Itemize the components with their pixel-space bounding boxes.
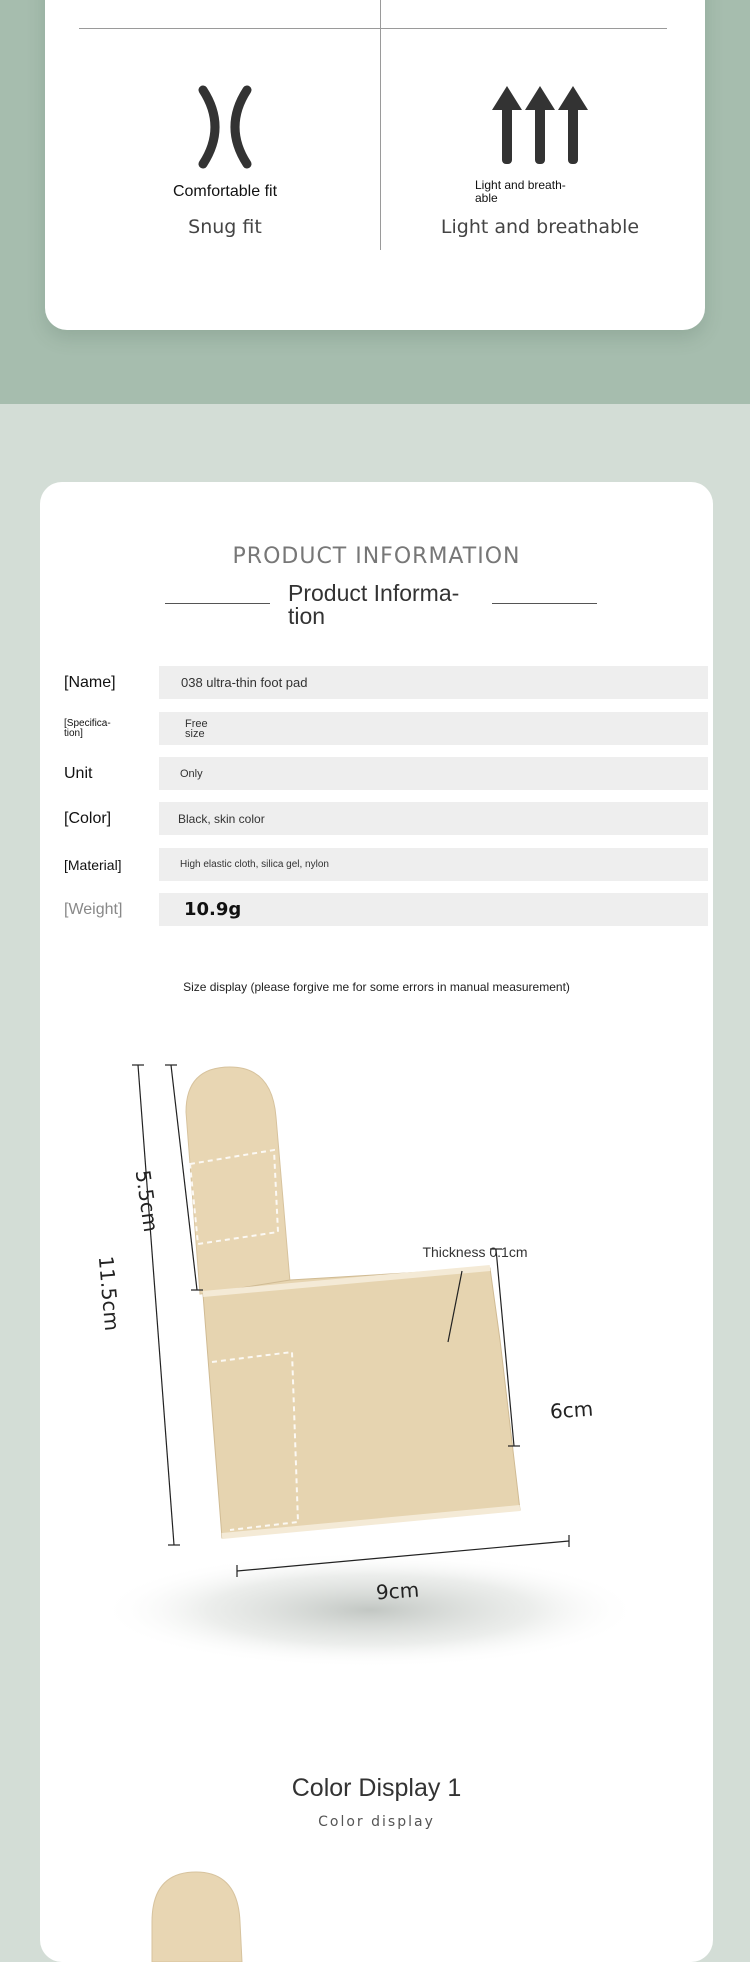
height-label: 6cm: [549, 1396, 594, 1424]
value-line-2: size: [185, 727, 205, 740]
value-line-1: Free: [185, 717, 208, 730]
spec-row-material: [64, 848, 687, 881]
section-subtitle: [288, 582, 478, 628]
feature-caption-large: Snug fit: [188, 216, 262, 238]
size-display-note: Size display (please forgive me for some errors in manual measurement): [183, 980, 570, 994]
color-display-title: Color Display 1: [291, 1774, 462, 1802]
subtitle-line-2: tion: [288, 603, 326, 629]
spec-row-color: [64, 802, 687, 835]
spec-label: [Material]: [64, 856, 122, 873]
thickness-label: Thickness 0.1cm: [422, 1244, 528, 1260]
spec-label: Unit: [64, 764, 93, 782]
spec-label: [64, 712, 132, 745]
spec-value: Only: [159, 757, 708, 790]
spec-label: [Color]: [64, 809, 112, 827]
finger-length-label: 5.5cm: [130, 1168, 164, 1234]
label-line-2: tion]: [64, 727, 83, 739]
product-info-card: [40, 482, 713, 1962]
feature-card: [45, 0, 705, 330]
subtitle-line-1: Product Informa-: [288, 580, 460, 606]
color-display-subtitle: Color display: [318, 1814, 435, 1830]
divider-horizontal: [79, 28, 667, 29]
up-arrows-icon: [390, 82, 690, 172]
spec-value: 038 ultra-thin foot pad: [159, 666, 708, 699]
parentheses-icon: [75, 82, 375, 172]
title-rule-left: [165, 603, 270, 604]
finger-sleeve: [186, 1067, 290, 1294]
title-rule-right: [492, 603, 597, 604]
feature-caption-small: Comfortable fit: [172, 183, 278, 200]
section-title: PRODUCT INFORMATION: [232, 544, 521, 569]
thumb-brace-illustration: [40, 1022, 713, 1712]
label-line-1: [Specifica-: [64, 717, 111, 729]
feature-caption-large: Light and breathable: [440, 216, 640, 238]
drop-shadow: [100, 1552, 640, 1668]
color-sample-illustration: [140, 1852, 340, 1962]
spec-label: [Weight]: [64, 900, 123, 918]
divider-vertical: [380, 0, 381, 250]
spec-row-weight: [64, 893, 687, 926]
spec-row-specification: [64, 712, 687, 745]
feature-caption-small: [390, 179, 690, 205]
width-label: 9cm: [375, 1577, 420, 1605]
spec-value: Black, skin color: [159, 802, 708, 835]
spec-value: 10.9g: [159, 893, 708, 926]
spec-label: [Name]: [64, 673, 116, 691]
caption-line-1: Light and breath-: [475, 178, 566, 192]
spec-value: [159, 712, 708, 745]
spec-row-unit: [64, 757, 687, 790]
total-length-label: 11.5cm: [93, 1254, 125, 1332]
spec-row-name: [64, 666, 687, 699]
caption-line-2: able: [475, 191, 498, 205]
palm-wrap: [203, 1268, 520, 1538]
spec-value: High elastic cloth, silica gel, nylon: [159, 848, 708, 881]
